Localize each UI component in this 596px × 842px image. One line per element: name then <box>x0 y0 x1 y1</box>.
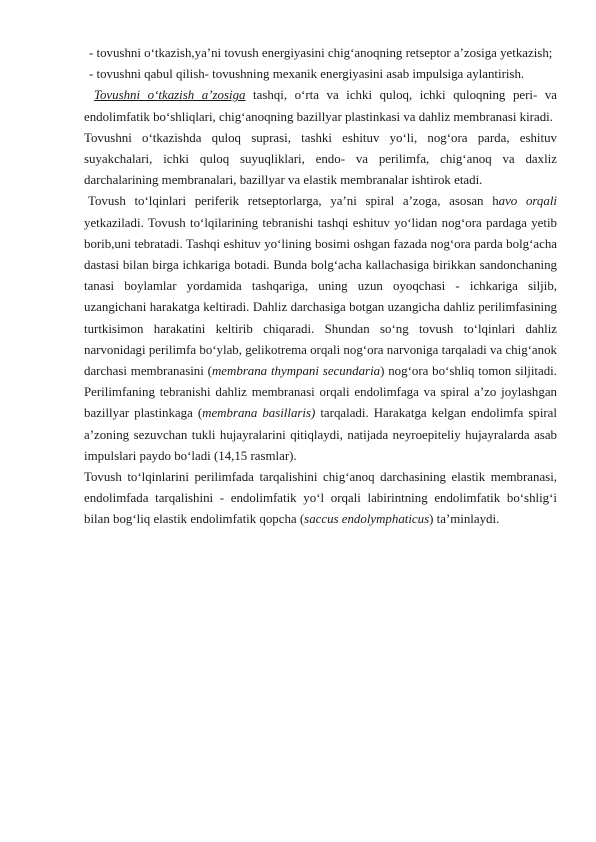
paragraph-conduction-organs <box>84 85 557 127</box>
document-page <box>84 43 557 531</box>
paragraph-sound-wave-mechanism <box>84 191 557 467</box>
paragraph-text: Tovush to‘lqinlarini perilimfada tarqalishini chig‘anoq darchasining elastik membranasi, endolimfada tarqalishini - endolimfatik yo‘l orqali labirintning endolimfatik bo‘shlig‘i bilan bog‘liq elastik endolimfatik qopcha ( <box>84 470 557 527</box>
paragraph-sound-conduction: - tovushni o‘tkazish,ya’ni tovush energiyasini chig‘anoqning retseptor a’zosiga yetkazish; <box>89 46 553 60</box>
latin-term: membrana basillaris) <box>202 406 316 421</box>
latin-term: membrana thympani secundaria <box>211 364 381 379</box>
paragraph-wave-propagation <box>84 467 557 531</box>
paragraph-text: tashqi, o‘rta va ichki quloq, ichki quloqning peri- va endolimfatik bo‘shliqlari, chig‘anoqning bazillyar plastinkasi va dahliz membranasi kiradi. <box>84 88 558 124</box>
italic-term: avo orqali <box>498 194 557 209</box>
latin-term: saccus endolymphaticus <box>304 512 430 527</box>
paragraph-conduction-structures: Tovushni o‘tkazishda quloq suprasi, tashki eshituv yo‘li, nog‘ora parda, eshituv suyakchalari, ichki quloq suyuqliklari, endo- va perilimfa, chig‘anoq va daxliz darchalarining membranalari, bazillyar va elastik membranalar ishtirok etadi. <box>84 130 557 188</box>
paragraph-text: ) nog‘ora bo‘shliq tomon siljitadi. Perilimfaning tebranishi dahliz membranasi orqali endolimfaga va spiral a’zo joylashgan bazillyar plastinkaga ( <box>84 364 557 421</box>
paragraph-sound-reception: - tovushni qabul qilish- tovushning mexanik energiyasini asab impulsiga aylantirish. <box>89 67 525 82</box>
paragraph-text: yetkaziladi. Tovush to‘lqilarining tebranishi tashqi eshituv yo‘lidan nog‘ora pardaga yetib borib,uni tebratadi. Tashqi eshituv yo‘lining bosimi oshgan fazada nog‘ora parda bolg‘acha dastasi bilan birga ichkariga botadi. Bunda bolg‘acha kallachasiga birikkan sandonchaning tanasi boylamlar yordamida tashqariga, uning uzun oyoqchasi - ichkariga siljib, uzangichani harakatga keltiradi. Dahliz darchasiga botgan uzangicha dahliz perilimfasining turtkisimon harakatini keltirib chiqaradi. Shundan so‘ng tovush to‘lqinlari dahliz narvonidagi perilimfa bo‘ylab, gelikotrema orqali nog‘ora narvoniga tarqaladi va chig‘anok darchasi membranasini ( <box>84 215 557 379</box>
paragraph-text: tarqaladi. Harakatga kelgan endolimfa spiral a’zoning sezuvchan tukli hujayralarini qitiqlaydi, natijada neyroepiteliy hujayralarda asab impulslari paydo bo‘ladi (14,15 rasmlar). <box>84 406 557 463</box>
paragraph-text: ) ta’minlaydi. <box>429 512 500 527</box>
paragraph-text: Tovush to‘lqinlari periferik retseptorlarga, ya’ni spiral a’zoga, asosan h <box>88 194 499 209</box>
term-sound-conducting-organ: Tovushni o‘tkazish a’zosiga <box>94 88 246 103</box>
